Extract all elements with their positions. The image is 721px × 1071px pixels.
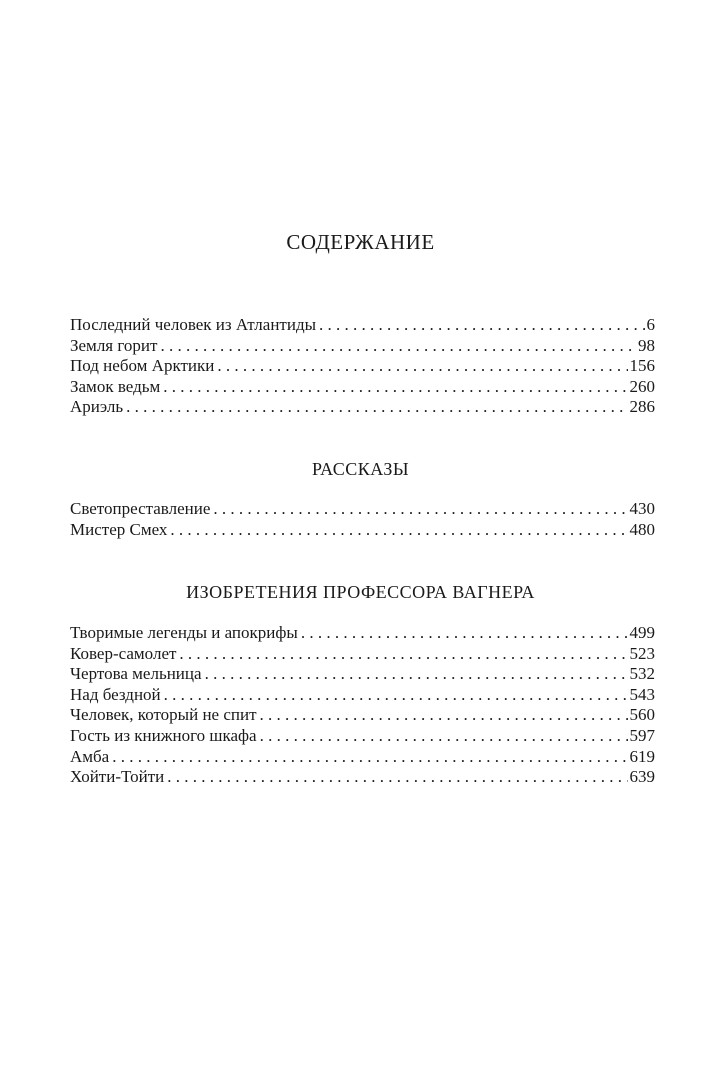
toc-entry[interactable] [70,685,655,706]
dot-leader [112,747,627,768]
toc-list-wagner [70,623,655,788]
toc-entry[interactable] [70,705,655,726]
toc-entry-title: Ковер-самолет [70,643,177,663]
dot-leader [170,520,627,541]
toc-entry-title: Чертова мельница [70,664,202,684]
dot-leader [301,623,628,644]
toc-entry[interactable] [70,664,655,685]
toc-entry-page: 260 [629,376,655,396]
wagner-heading: ИЗОБРЕТЕНИЯ ПРОФЕССОРА ВАГНЕРА [186,582,535,602]
toc-entry-title: Хойти-Тойти [70,767,165,787]
toc-entry-page: 430 [629,499,655,518]
toc-entry-page: 639 [629,767,655,787]
toc-entry[interactable] [70,644,655,665]
toc-entry-title: Замок ведьм [70,376,161,396]
toc-entry-title: Творимые легенды и апокрифы [70,623,298,642]
toc-entry-page: 480 [629,519,655,539]
toc-entry-title: Земля горит [70,335,158,355]
toc-entry-page: 560 [629,705,655,725]
dot-leader [163,377,627,398]
toc-entry[interactable] [70,520,655,541]
dot-leader [319,315,644,336]
toc-entry-page: 619 [629,746,655,766]
stories-heading: РАССКАЗЫ [311,459,410,479]
toc-entry-title: Амба [70,746,110,766]
toc-entry-page: 98 [638,335,655,355]
toc-entry-page: 597 [629,725,655,745]
dot-leader [126,397,627,418]
toc-entry-page: 523 [629,643,655,663]
toc-entry[interactable] [70,397,655,418]
toc-entry[interactable] [70,499,655,520]
toc-entry-page: 543 [629,684,655,704]
toc-entry[interactable] [70,767,655,788]
dot-leader [164,685,628,706]
dot-leader [167,767,627,788]
toc-entry-title: Светопреставление [70,499,211,518]
toc-entry[interactable] [70,356,655,377]
toc-entry-page: 156 [629,356,655,376]
dot-leader [213,499,627,520]
toc-entry[interactable] [70,623,655,644]
toc-entry-page: 532 [629,664,655,684]
toc-entry-page: 286 [629,397,655,417]
toc-entry[interactable] [70,726,655,747]
toc-entry-title: Последний человек из Атлантиды [70,315,317,334]
dot-leader [217,356,627,377]
contents-heading: СОДЕРЖАНИЕ [286,230,435,254]
toc-entry[interactable] [70,336,655,357]
toc-entry-title: Человек, который не спит [70,705,257,725]
dot-leader [260,705,628,726]
toc-entry-title: Ариэль [70,397,124,417]
dot-leader [160,336,636,357]
toc-entry-page: 6 [646,315,655,334]
toc-entry[interactable] [70,377,655,398]
toc-entry-title: Гость из книжного шкафа [70,725,257,745]
toc-entry-title: Под небом Арктики [70,356,215,376]
toc-list-novels [70,315,655,418]
dot-leader [260,726,628,747]
toc-entry[interactable] [70,315,655,336]
toc-entry[interactable] [70,747,655,768]
toc-list-stories [70,499,655,540]
toc-entry-title: Мистер Смех [70,519,168,539]
toc-entry-title: Над бездной [70,684,161,704]
dot-leader [179,644,627,665]
toc-entry-page: 499 [629,623,655,642]
dot-leader [205,664,628,685]
